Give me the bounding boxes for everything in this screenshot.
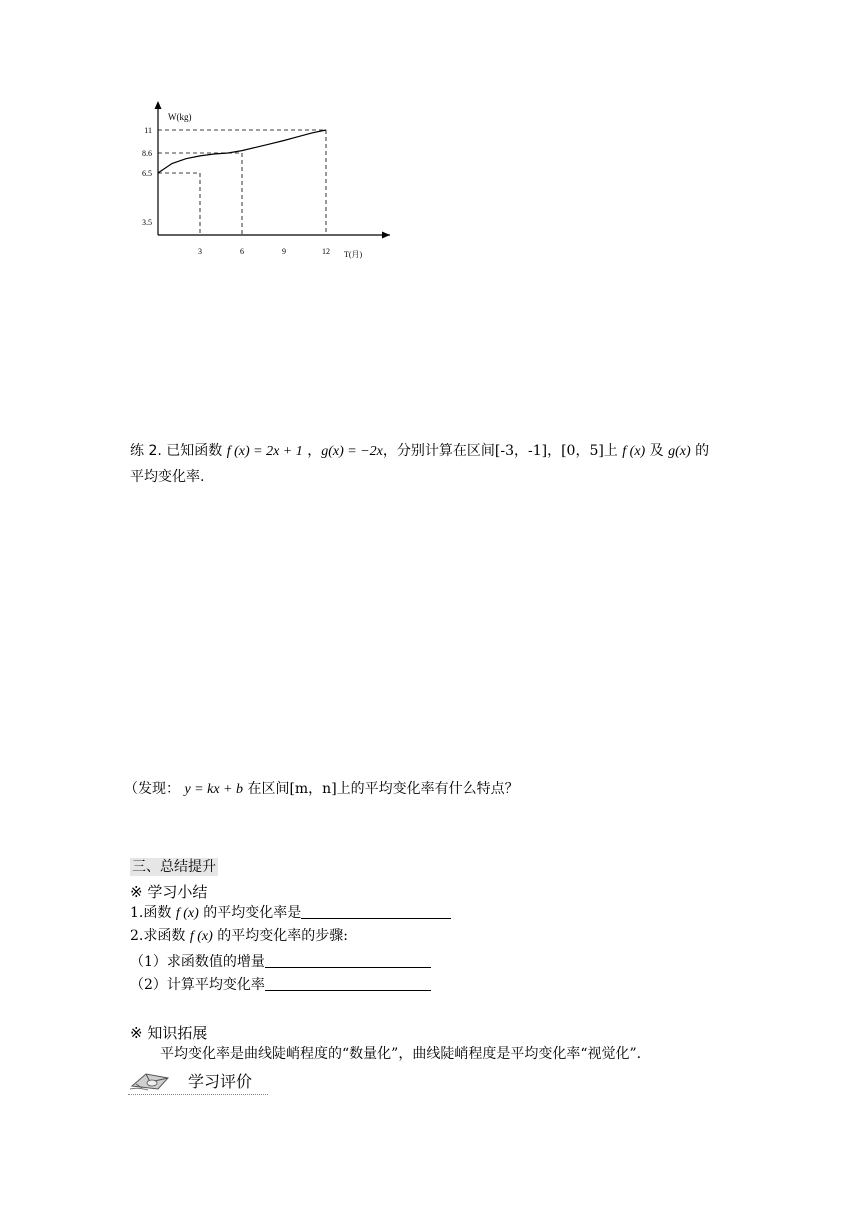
x-tick-label: 3: [198, 247, 202, 256]
item-2-fx: f (x): [189, 929, 213, 944]
step-2-text: （2）计算平均变化率: [130, 977, 265, 993]
answer-blank[interactable]: [265, 953, 431, 968]
section-title-text: 三、总结提升: [132, 859, 216, 875]
x-tick-label: 6: [240, 247, 244, 256]
y-tick-label: 11: [144, 126, 152, 135]
exercise-2-f-expr: f (x) = 2x + 1: [226, 444, 303, 459]
exercise-2: [130, 442, 709, 461]
x-tick-label: 12: [322, 247, 330, 256]
x-tick-label: 9: [282, 247, 286, 256]
x-axis-arrow: [382, 232, 390, 239]
subheading-summary: ※ 学习小结: [130, 883, 208, 901]
evaluation-header: [128, 1064, 268, 1095]
y-axis-label: W(kg): [168, 112, 192, 122]
weight-time-graph: [120, 95, 410, 270]
graph-axes: [155, 101, 391, 259]
graph-curve: [158, 130, 326, 173]
exercise-2-line-2: 平均变化率.: [130, 469, 205, 485]
item-2-pre: 2.求函数: [130, 928, 190, 944]
exercise-2-g-expr: g(x) = −2x: [321, 444, 383, 459]
item-1-pre: 1.函数: [130, 905, 176, 921]
evaluation-title: 学习评价: [188, 1072, 253, 1091]
summary-item-1: [130, 904, 451, 923]
discovery-expr: y = kx + b: [184, 782, 243, 797]
graph-guides: [158, 130, 326, 235]
exercise-2-text: 及: [645, 443, 669, 459]
item-1-fx: f (x): [175, 906, 199, 921]
x-axis-label: T(月): [344, 250, 363, 259]
summary-step-1: [130, 953, 431, 971]
exercise-2-text: ，分别计算在区间[-3，-1]，[0，5]上: [382, 443, 623, 459]
item-2-post: 的平均变化率的步骤:: [212, 928, 348, 944]
exercise-2-f-ref: f (x): [622, 444, 646, 459]
item-1-post: 的平均变化率是: [198, 905, 302, 921]
summary-step-2: [130, 976, 431, 994]
answer-blank[interactable]: [265, 976, 431, 991]
exercise-2-text: 的: [690, 443, 710, 459]
summary-item-2: [130, 927, 348, 946]
y-tick-label: 3.5: [142, 218, 152, 227]
weight-curve: [158, 130, 326, 173]
y-axis-arrow: [155, 101, 162, 109]
discovery-question: [124, 780, 519, 799]
section-title: [130, 856, 218, 876]
y-tick-label: 8.6: [142, 149, 152, 158]
exercise-2-text: 已知函数: [161, 443, 227, 459]
step-1-text: （1）求函数值的增量: [130, 954, 265, 970]
pen-book-icon: [128, 1066, 176, 1092]
exercise-2-label: 练 2.: [130, 443, 162, 459]
discovery-rest: 在区间[m，n]上的平均变化率有什么特点？: [243, 781, 519, 797]
graph-ticks: [142, 126, 330, 256]
discovery-open: （发现：: [124, 781, 185, 797]
y-tick-label: 6.5: [142, 169, 152, 178]
exercise-2-g-ref: g(x): [668, 444, 691, 459]
answer-blank[interactable]: [301, 904, 451, 919]
exercise-2-text: ，: [302, 443, 322, 459]
subheading-extension: ※ 知识拓展: [130, 1024, 208, 1042]
extension-text: 平均变化率是曲线陡峭程度的“数量化”，曲线陡峭程度是平均变化率“视觉化”.: [160, 1046, 642, 1062]
